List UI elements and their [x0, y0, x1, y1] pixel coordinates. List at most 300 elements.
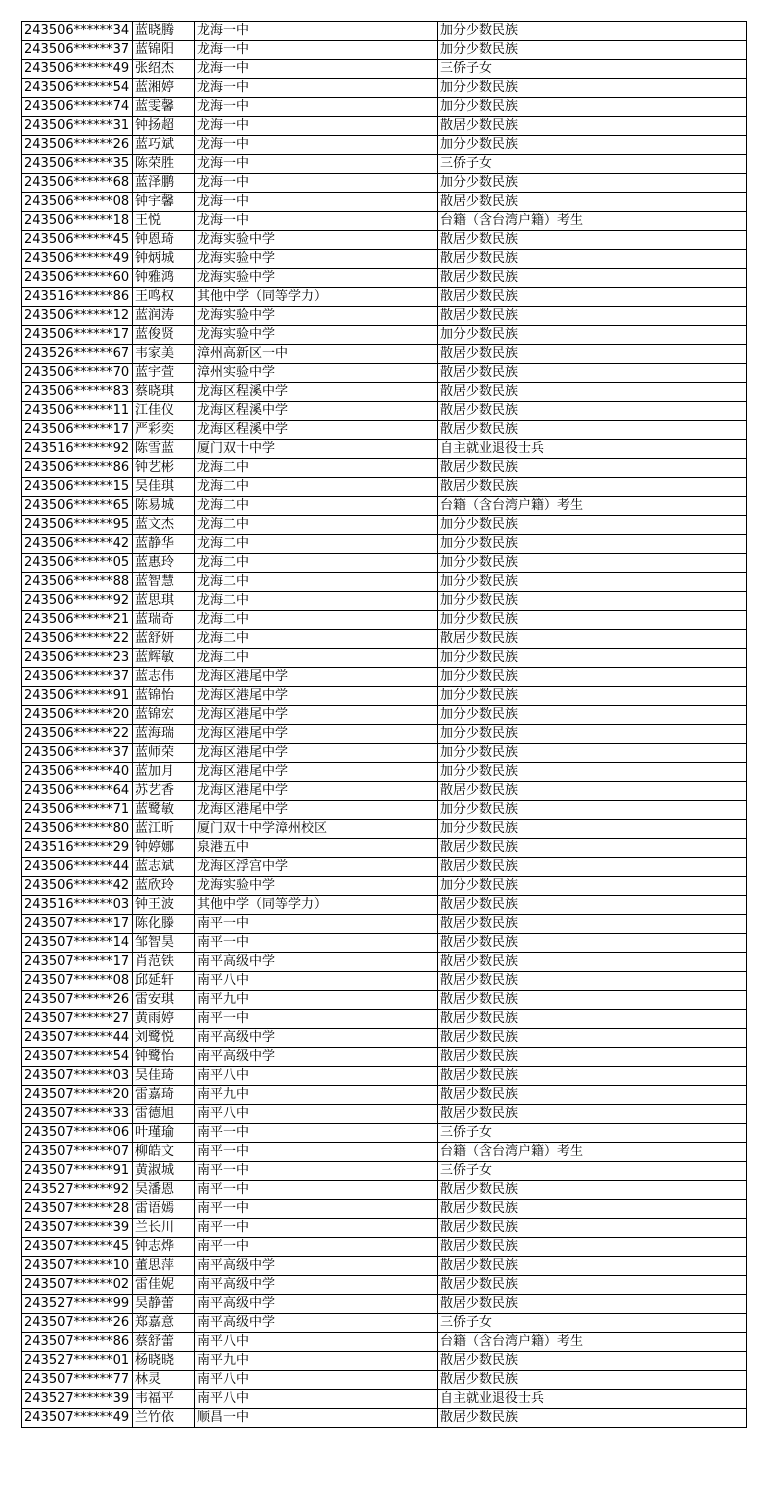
school-cell: 龙海区港尾中学 [195, 687, 438, 706]
category-cell: 散居少数民族 [438, 421, 747, 440]
category-cell: 台籍（含台湾户籍）考生 [438, 1143, 747, 1162]
exam-id-cell: 243506******11 [22, 402, 133, 421]
school-cell: 龙海一中 [195, 212, 438, 231]
exam-id-cell: 243507******49 [22, 1409, 133, 1428]
table-row [22, 1219, 747, 1238]
student-name-cell: 钟宇馨 [133, 193, 195, 212]
student-name-cell: 肖范铁 [133, 953, 195, 972]
category-cell: 三侨子女 [438, 1162, 747, 1181]
school-cell: 厦门双十中学漳州校区 [195, 820, 438, 839]
table-row [22, 953, 747, 972]
school-cell: 南平高级中学 [195, 953, 438, 972]
student-name-cell: 蓝晓腾 [133, 22, 195, 41]
student-name-cell: 钟鹭怡 [133, 1048, 195, 1067]
table-row [22, 1238, 747, 1257]
student-name-cell: 蓝志伟 [133, 668, 195, 687]
school-cell: 龙海一中 [195, 174, 438, 193]
table-row [22, 972, 747, 991]
table-row [22, 801, 747, 820]
student-name-cell: 陈荣胜 [133, 155, 195, 174]
table-row [22, 1295, 747, 1314]
school-cell: 龙海区程溪中学 [195, 421, 438, 440]
student-name-cell: 钟志烨 [133, 1238, 195, 1257]
exam-id-cell: 243506******40 [22, 763, 133, 782]
category-cell: 加分少数民族 [438, 877, 747, 896]
exam-id-cell: 243506******70 [22, 364, 133, 383]
table-row [22, 1105, 747, 1124]
table-row [22, 212, 747, 231]
student-name-cell: 蓝静华 [133, 535, 195, 554]
student-name-cell: 蓝江昕 [133, 820, 195, 839]
student-name-cell: 蓝思琪 [133, 592, 195, 611]
category-cell: 散居少数民族 [438, 1257, 747, 1276]
table-row [22, 269, 747, 288]
school-cell: 龙海二中 [195, 459, 438, 478]
category-cell: 散居少数民族 [438, 1067, 747, 1086]
school-cell: 龙海二中 [195, 573, 438, 592]
exam-id-cell: 243506******34 [22, 22, 133, 41]
table-row [22, 1276, 747, 1295]
table-row [22, 763, 747, 782]
school-cell: 南平高级中学 [195, 1276, 438, 1295]
roster-table [21, 21, 747, 1428]
school-cell: 南平一中 [195, 1181, 438, 1200]
category-cell: 加分少数民族 [438, 573, 747, 592]
table-row [22, 60, 747, 79]
exam-id-cell: 243506******68 [22, 174, 133, 193]
table-row [22, 421, 747, 440]
table-row [22, 1067, 747, 1086]
student-name-cell: 蓝锦宏 [133, 706, 195, 725]
table-row [22, 1333, 747, 1352]
school-cell: 龙海一中 [195, 155, 438, 174]
school-cell: 龙海区港尾中学 [195, 725, 438, 744]
student-name-cell: 钟婷娜 [133, 839, 195, 858]
table-row [22, 1124, 747, 1143]
category-cell: 加分少数民族 [438, 687, 747, 706]
exam-id-cell: 243516******86 [22, 288, 133, 307]
school-cell: 龙海一中 [195, 98, 438, 117]
exam-id-cell: 243507******20 [22, 1086, 133, 1105]
category-cell: 加分少数民族 [438, 706, 747, 725]
school-cell: 其他中学（同等学力） [195, 896, 438, 915]
school-cell: 南平一中 [195, 1010, 438, 1029]
category-cell: 自主就业退役士兵 [438, 440, 747, 459]
exam-id-cell: 243507******17 [22, 915, 133, 934]
category-cell: 加分少数民族 [438, 592, 747, 611]
school-cell: 南平一中 [195, 934, 438, 953]
table-row [22, 155, 747, 174]
student-name-cell: 王鸣权 [133, 288, 195, 307]
category-cell: 散居少数民族 [438, 1181, 747, 1200]
roster-body [22, 22, 747, 1428]
table-row [22, 1409, 747, 1428]
exam-id-cell: 243506******20 [22, 706, 133, 725]
category-cell: 加分少数民族 [438, 41, 747, 60]
table-row [22, 592, 747, 611]
exam-id-cell: 243507******54 [22, 1048, 133, 1067]
exam-id-cell: 243506******83 [22, 383, 133, 402]
school-cell: 南平一中 [195, 1200, 438, 1219]
table-row [22, 288, 747, 307]
table-row [22, 1371, 747, 1390]
school-cell: 龙海二中 [195, 478, 438, 497]
exam-id-cell: 243507******91 [22, 1162, 133, 1181]
category-cell: 台籍（含台湾户籍）考生 [438, 212, 747, 231]
category-cell: 散居少数民族 [438, 915, 747, 934]
table-row [22, 516, 747, 535]
table-row [22, 744, 747, 763]
school-cell: 龙海一中 [195, 79, 438, 98]
student-name-cell: 蓝泽鹏 [133, 174, 195, 193]
category-cell: 加分少数民族 [438, 535, 747, 554]
exam-id-cell: 243506******74 [22, 98, 133, 117]
school-cell: 其他中学（同等学力） [195, 288, 438, 307]
student-name-cell: 杨晓晓 [133, 1352, 195, 1371]
student-name-cell: 黄雨婷 [133, 1010, 195, 1029]
school-cell: 龙海实验中学 [195, 326, 438, 345]
category-cell: 散居少数民族 [438, 1295, 747, 1314]
category-cell: 加分少数民族 [438, 763, 747, 782]
exam-id-cell: 243506******31 [22, 117, 133, 136]
school-cell: 南平一中 [195, 1238, 438, 1257]
school-cell: 龙海区程溪中学 [195, 402, 438, 421]
table-row [22, 250, 747, 269]
student-name-cell: 蓝俊贤 [133, 326, 195, 345]
student-name-cell: 蓝欣玲 [133, 877, 195, 896]
category-cell: 三侨子女 [438, 1124, 747, 1143]
table-row [22, 326, 747, 345]
table-row [22, 649, 747, 668]
school-cell: 南平九中 [195, 991, 438, 1010]
student-name-cell: 邹智昊 [133, 934, 195, 953]
student-name-cell: 蓝雯馨 [133, 98, 195, 117]
category-cell: 三侨子女 [438, 155, 747, 174]
student-name-cell: 蓝志斌 [133, 858, 195, 877]
school-cell: 龙海二中 [195, 497, 438, 516]
category-cell: 散居少数民族 [438, 1238, 747, 1257]
exam-id-cell: 243506******88 [22, 573, 133, 592]
exam-id-cell: 243507******27 [22, 1010, 133, 1029]
table-row [22, 41, 747, 60]
category-cell: 散居少数民族 [438, 459, 747, 478]
school-cell: 南平一中 [195, 1124, 438, 1143]
school-cell: 龙海区港尾中学 [195, 763, 438, 782]
category-cell: 散居少数民族 [438, 1029, 747, 1048]
exam-id-cell: 243506******37 [22, 41, 133, 60]
student-name-cell: 苏艺香 [133, 782, 195, 801]
table-row [22, 1314, 747, 1333]
school-cell: 龙海区港尾中学 [195, 801, 438, 820]
category-cell: 散居少数民族 [438, 1371, 747, 1390]
student-name-cell: 邱延轩 [133, 972, 195, 991]
student-name-cell: 陈易城 [133, 497, 195, 516]
student-name-cell: 吴佳琦 [133, 1067, 195, 1086]
category-cell: 加分少数民族 [438, 554, 747, 573]
table-row [22, 573, 747, 592]
table-row [22, 117, 747, 136]
table-row [22, 22, 747, 41]
school-cell: 龙海一中 [195, 136, 438, 155]
exam-id-cell: 243506******22 [22, 725, 133, 744]
table-row [22, 364, 747, 383]
school-cell: 南平八中 [195, 1067, 438, 1086]
school-cell: 南平八中 [195, 1333, 438, 1352]
table-row [22, 858, 747, 877]
student-name-cell: 蓝瑞奇 [133, 611, 195, 630]
table-row [22, 383, 747, 402]
table-row [22, 896, 747, 915]
school-cell: 厦门双十中学 [195, 440, 438, 459]
category-cell: 加分少数民族 [438, 649, 747, 668]
exam-id-cell: 243527******01 [22, 1352, 133, 1371]
exam-id-cell: 243506******42 [22, 535, 133, 554]
category-cell: 散居少数民族 [438, 345, 747, 364]
student-name-cell: 蓝锦阳 [133, 41, 195, 60]
school-cell: 龙海区程溪中学 [195, 383, 438, 402]
student-name-cell: 蓝文杰 [133, 516, 195, 535]
exam-id-cell: 243506******45 [22, 231, 133, 250]
category-cell: 散居少数民族 [438, 1352, 747, 1371]
category-cell: 台籍（含台湾户籍）考生 [438, 497, 747, 516]
school-cell: 龙海区港尾中学 [195, 782, 438, 801]
exam-id-cell: 243516******92 [22, 440, 133, 459]
student-name-cell: 蔡舒蕾 [133, 1333, 195, 1352]
student-name-cell: 韦家美 [133, 345, 195, 364]
exam-id-cell: 243506******44 [22, 858, 133, 877]
school-cell: 南平一中 [195, 1162, 438, 1181]
school-cell: 龙海实验中学 [195, 250, 438, 269]
exam-id-cell: 243507******45 [22, 1238, 133, 1257]
category-cell: 散居少数民族 [438, 1010, 747, 1029]
exam-id-cell: 243507******03 [22, 1067, 133, 1086]
exam-id-cell: 243506******92 [22, 592, 133, 611]
exam-id-cell: 243506******91 [22, 687, 133, 706]
school-cell: 龙海实验中学 [195, 231, 438, 250]
exam-id-cell: 243506******71 [22, 801, 133, 820]
exam-id-cell: 243507******39 [22, 1219, 133, 1238]
student-name-cell: 钟雅鸿 [133, 269, 195, 288]
category-cell: 加分少数民族 [438, 136, 747, 155]
exam-id-cell: 243506******80 [22, 820, 133, 839]
table-row [22, 193, 747, 212]
category-cell: 散居少数民族 [438, 896, 747, 915]
exam-id-cell: 243506******21 [22, 611, 133, 630]
school-cell: 龙海区浮宫中学 [195, 858, 438, 877]
school-cell: 龙海一中 [195, 193, 438, 212]
exam-id-cell: 243506******18 [22, 212, 133, 231]
student-name-cell: 蓝辉敏 [133, 649, 195, 668]
student-name-cell: 雷安琪 [133, 991, 195, 1010]
category-cell: 加分少数民族 [438, 611, 747, 630]
school-cell: 龙海一中 [195, 41, 438, 60]
table-row [22, 706, 747, 725]
exam-id-cell: 243506******37 [22, 668, 133, 687]
table-row [22, 1029, 747, 1048]
exam-id-cell: 243506******95 [22, 516, 133, 535]
table-row [22, 820, 747, 839]
student-name-cell: 吴潘恩 [133, 1181, 195, 1200]
table-row [22, 307, 747, 326]
student-name-cell: 蓝舒妍 [133, 630, 195, 649]
student-name-cell: 蓝惠玲 [133, 554, 195, 573]
school-cell: 漳州实验中学 [195, 364, 438, 383]
exam-id-cell: 243506******23 [22, 649, 133, 668]
school-cell: 南平八中 [195, 1390, 438, 1409]
school-cell: 顺昌一中 [195, 1409, 438, 1428]
table-row [22, 345, 747, 364]
table-row [22, 136, 747, 155]
category-cell: 散居少数民族 [438, 1276, 747, 1295]
exam-id-cell: 243506******12 [22, 307, 133, 326]
school-cell: 龙海二中 [195, 630, 438, 649]
table-row [22, 535, 747, 554]
table-row [22, 668, 747, 687]
table-row [22, 1010, 747, 1029]
category-cell: 加分少数民族 [438, 801, 747, 820]
exam-id-cell: 243527******92 [22, 1181, 133, 1200]
school-cell: 龙海二中 [195, 611, 438, 630]
school-cell: 龙海一中 [195, 117, 438, 136]
school-cell: 龙海实验中学 [195, 307, 438, 326]
school-cell: 南平一中 [195, 915, 438, 934]
exam-id-cell: 243516******03 [22, 896, 133, 915]
school-cell: 龙海一中 [195, 22, 438, 41]
category-cell: 加分少数民族 [438, 22, 747, 41]
category-cell: 散居少数民族 [438, 934, 747, 953]
student-name-cell: 钟扬超 [133, 117, 195, 136]
category-cell: 散居少数民族 [438, 782, 747, 801]
student-name-cell: 钟艺彬 [133, 459, 195, 478]
exam-id-cell: 243507******26 [22, 991, 133, 1010]
exam-id-cell: 243507******17 [22, 953, 133, 972]
exam-id-cell: 243507******14 [22, 934, 133, 953]
student-name-cell: 钟王波 [133, 896, 195, 915]
student-name-cell: 钟恩琦 [133, 231, 195, 250]
student-name-cell: 蓝鹭敏 [133, 801, 195, 820]
student-name-cell: 吴佳琪 [133, 478, 195, 497]
exam-id-cell: 243506******60 [22, 269, 133, 288]
category-cell: 散居少数民族 [438, 1086, 747, 1105]
school-cell: 龙海二中 [195, 516, 438, 535]
table-row [22, 1162, 747, 1181]
exam-id-cell: 243506******49 [22, 250, 133, 269]
category-cell: 散居少数民族 [438, 953, 747, 972]
student-name-cell: 董思萍 [133, 1257, 195, 1276]
student-name-cell: 雷德旭 [133, 1105, 195, 1124]
category-cell: 散居少数民族 [438, 991, 747, 1010]
student-name-cell: 王悦 [133, 212, 195, 231]
table-row [22, 1143, 747, 1162]
exam-id-cell: 243507******28 [22, 1200, 133, 1219]
category-cell: 散居少数民族 [438, 307, 747, 326]
exam-id-cell: 243527******39 [22, 1390, 133, 1409]
school-cell: 泉港五中 [195, 839, 438, 858]
exam-id-cell: 243506******17 [22, 326, 133, 345]
table-row [22, 402, 747, 421]
category-cell: 散居少数民族 [438, 383, 747, 402]
exam-id-cell: 243516******29 [22, 839, 133, 858]
exam-id-cell: 243527******99 [22, 1295, 133, 1314]
student-name-cell: 韦福平 [133, 1390, 195, 1409]
exam-id-cell: 243506******64 [22, 782, 133, 801]
exam-id-cell: 243506******05 [22, 554, 133, 573]
table-row [22, 915, 747, 934]
table-row [22, 991, 747, 1010]
table-row [22, 1048, 747, 1067]
table-row [22, 79, 747, 98]
table-row [22, 630, 747, 649]
exam-id-cell: 243526******67 [22, 345, 133, 364]
school-cell: 南平九中 [195, 1086, 438, 1105]
school-cell: 南平高级中学 [195, 1314, 438, 1333]
exam-id-cell: 243506******54 [22, 79, 133, 98]
table-row [22, 174, 747, 193]
student-name-cell: 陈化滕 [133, 915, 195, 934]
category-cell: 加分少数民族 [438, 516, 747, 535]
school-cell: 南平八中 [195, 1105, 438, 1124]
category-cell: 加分少数民族 [438, 725, 747, 744]
school-cell: 龙海二中 [195, 649, 438, 668]
student-name-cell: 蓝巧斌 [133, 136, 195, 155]
table-row [22, 497, 747, 516]
exam-id-cell: 243506******65 [22, 497, 133, 516]
exam-id-cell: 243506******49 [22, 60, 133, 79]
category-cell: 散居少数民族 [438, 630, 747, 649]
exam-id-cell: 243506******37 [22, 744, 133, 763]
category-cell: 加分少数民族 [438, 79, 747, 98]
school-cell: 南平九中 [195, 1352, 438, 1371]
category-cell: 加分少数民族 [438, 744, 747, 763]
table-row [22, 554, 747, 573]
exam-id-cell: 243506******17 [22, 421, 133, 440]
school-cell: 南平一中 [195, 1219, 438, 1238]
school-cell: 龙海一中 [195, 60, 438, 79]
category-cell: 散居少数民族 [438, 1105, 747, 1124]
school-cell: 龙海实验中学 [195, 269, 438, 288]
school-cell: 南平高级中学 [195, 1048, 438, 1067]
category-cell: 散居少数民族 [438, 117, 747, 136]
school-cell: 南平一中 [195, 1143, 438, 1162]
table-row [22, 934, 747, 953]
table-row [22, 1200, 747, 1219]
table-row [22, 1181, 747, 1200]
category-cell: 自主就业退役士兵 [438, 1390, 747, 1409]
category-cell: 散居少数民族 [438, 1409, 747, 1428]
category-cell: 散居少数民族 [438, 402, 747, 421]
exam-id-cell: 243506******22 [22, 630, 133, 649]
category-cell: 散居少数民族 [438, 858, 747, 877]
student-name-cell: 雷嘉琦 [133, 1086, 195, 1105]
student-name-cell: 江佳仪 [133, 402, 195, 421]
student-name-cell: 蓝湘婷 [133, 79, 195, 98]
student-name-cell: 蓝海瑞 [133, 725, 195, 744]
student-name-cell: 蔡晓琪 [133, 383, 195, 402]
table-row [22, 98, 747, 117]
exam-id-cell: 243506******08 [22, 193, 133, 212]
student-name-cell: 林灵 [133, 1371, 195, 1390]
student-name-cell: 蓝师荣 [133, 744, 195, 763]
student-name-cell: 陈雪蓝 [133, 440, 195, 459]
category-cell: 三侨子女 [438, 60, 747, 79]
table-row [22, 725, 747, 744]
student-name-cell: 刘鹭悦 [133, 1029, 195, 1048]
category-cell: 加分少数民族 [438, 98, 747, 117]
category-cell: 散居少数民族 [438, 1219, 747, 1238]
table-row [22, 611, 747, 630]
student-name-cell: 钟炳城 [133, 250, 195, 269]
student-name-cell: 严彩奕 [133, 421, 195, 440]
